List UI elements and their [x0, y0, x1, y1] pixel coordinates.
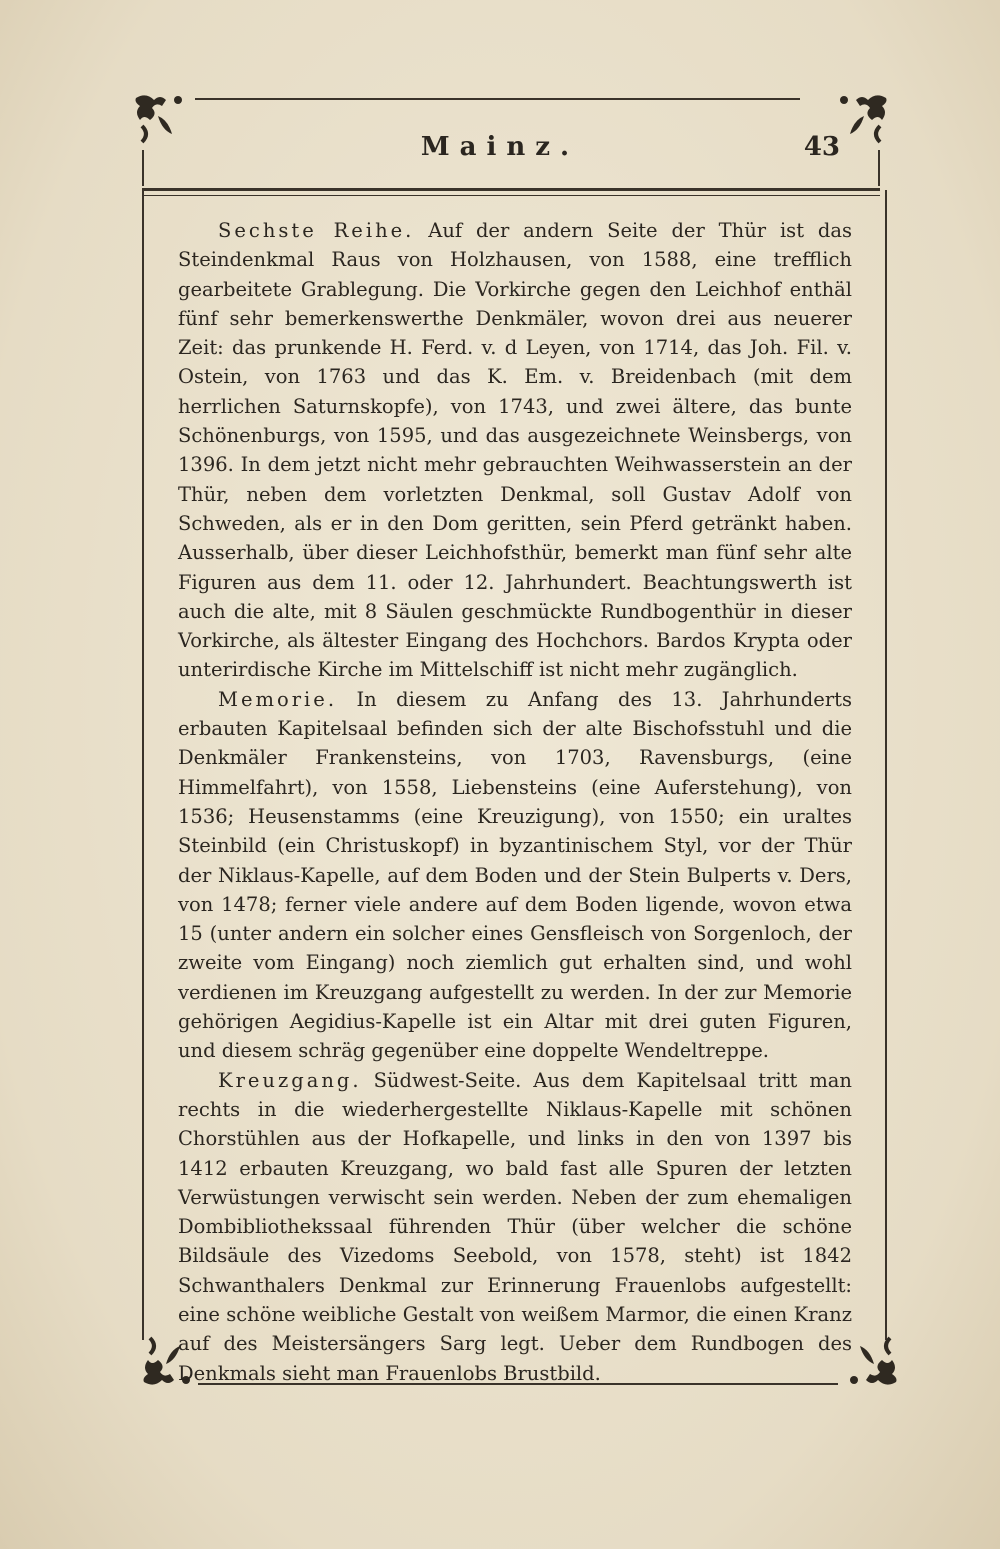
- left-frame-line-lower: [142, 650, 144, 1340]
- header-separator-thin-line: [142, 195, 880, 196]
- paragraph-text: In diesem zu Anfang des 13. Jahrhunderts erbauten Kapitelsaal befinden sich der alte Bischofsstuhl und die Denkmäler Frankensteins, von 1703, Ravensburgs, (eine Himmelfahrt), von 1558, Liebensteins (eine Auferstehung), von 1536; Heusenstamms (eine Kreuzigung), von 1550; ein uraltes Steinbild (ein Christuskopf) in byzantinischem Styl, vor der Thür der Niklaus-Kapelle, auf dem Boden und der Stein Bulperts v. Ders, von 1478; ferner viele andere auf dem Boden ligende, wovon etwa 15 (unter andern ein solcher eines Gensfleisch von Sorgenloch, der zweite vom Eingang) noch ziemlich gut erhalten sind, und wohl verdienen im Kreuzgang aufgestellt zu werden. In der zur Memorie gehörigen Aegidius-Kapelle ist ein Altar mit drei guten Figuren, und diesem schräg gegenüber eine doppelte Wendeltreppe.: [178, 687, 852, 1063]
- body-text: [178, 216, 852, 1388]
- paragraph-lead: Sechste Reihe.: [218, 219, 415, 242]
- left-frame-line: [142, 190, 144, 650]
- paragraph-lead: Memorie.: [218, 687, 338, 711]
- paragraph-sechste-reihe: [178, 216, 852, 685]
- running-head-title: Mainz.: [420, 132, 580, 162]
- top-ornamental-rule: [195, 98, 800, 100]
- paragraph-lead: Kreuzgang.: [218, 1068, 362, 1092]
- paragraph-text: Südwest-Seite. Aus dem Kapitelsaal tritt man rechts in die wiederhergestellte Niklaus-Kapelle mit schönen Chorstühlen aus der Hofkapelle, und links in den von 1397 bis 1412 erbauten Kreuzgang, wo bald fast alle Spuren der letzten Verwüstungen verwischt sein werden. Neben der zum ehemaligen Dombibliothekssaal führenden Thür (über welcher die schöne Bildsäule des Vizedoms Seebold, von 1578, steht) ist 1842 Schwanthalers Denkmal zur Erinnerung Frauenlobs aufgestellt: eine schöne weibliche Gestalt von weißem Marmor, die einen Kranz auf des Meistersängers Sarg legt. Ueber dem Rundbogen des Denkmals sieht man Frauenlobs Brustbild.: [178, 1068, 852, 1385]
- paragraph-kreuzgang: [178, 1066, 852, 1388]
- page-number: 43: [803, 132, 840, 162]
- paragraph-text: Auf der andern Seite der Thür ist das Steindenkmal Raus von Holzhausen, von 1588, eine trefflich gearbeitete Grablegung. Die Vorkirche gegen den Leichhof enthäl fünf sehr bemerkenswerthe Denkmäler, wovon drei aus neuerer Zeit: das prunkende H. Ferd. v. d Leyen, von 1714, das Joh. Fil. v. Ostein, von 1763 und das K. Em. v. Breidenbach (mit dem herrlichen Saturnskopfe), von 1743, und zwei ältere, das bunte Schönenburgs, von 1595, und das ausgezeichnete Weinsbergs, von 1396. In dem jetzt nicht mehr gebrauchten Weihwasserstein an der Thür, neben dem vorletzten Denkmal, soll Gustav Adolf von Schweden, als er in den Dom geritten, sein Pferd getränkt haben. Ausserhalb, über dieser Leichhofsthür, bemerkt man fünf sehr alte Figuren aus dem 11. oder 12. Jahrhundert. Beachtungswerth ist auch die alte, mit 8 Säulen geschmückte Rundbogenthür in dieser Vorkirche, als ältester Eingang des Hochchors. Bardos Krypta oder unterirdische Kirche im Mittelschiff ist nicht mehr zugänglich.: [178, 219, 852, 682]
- header-separator-line: [142, 188, 880, 191]
- paragraph-memorie: [178, 685, 852, 1066]
- right-frame-line: [885, 190, 887, 1340]
